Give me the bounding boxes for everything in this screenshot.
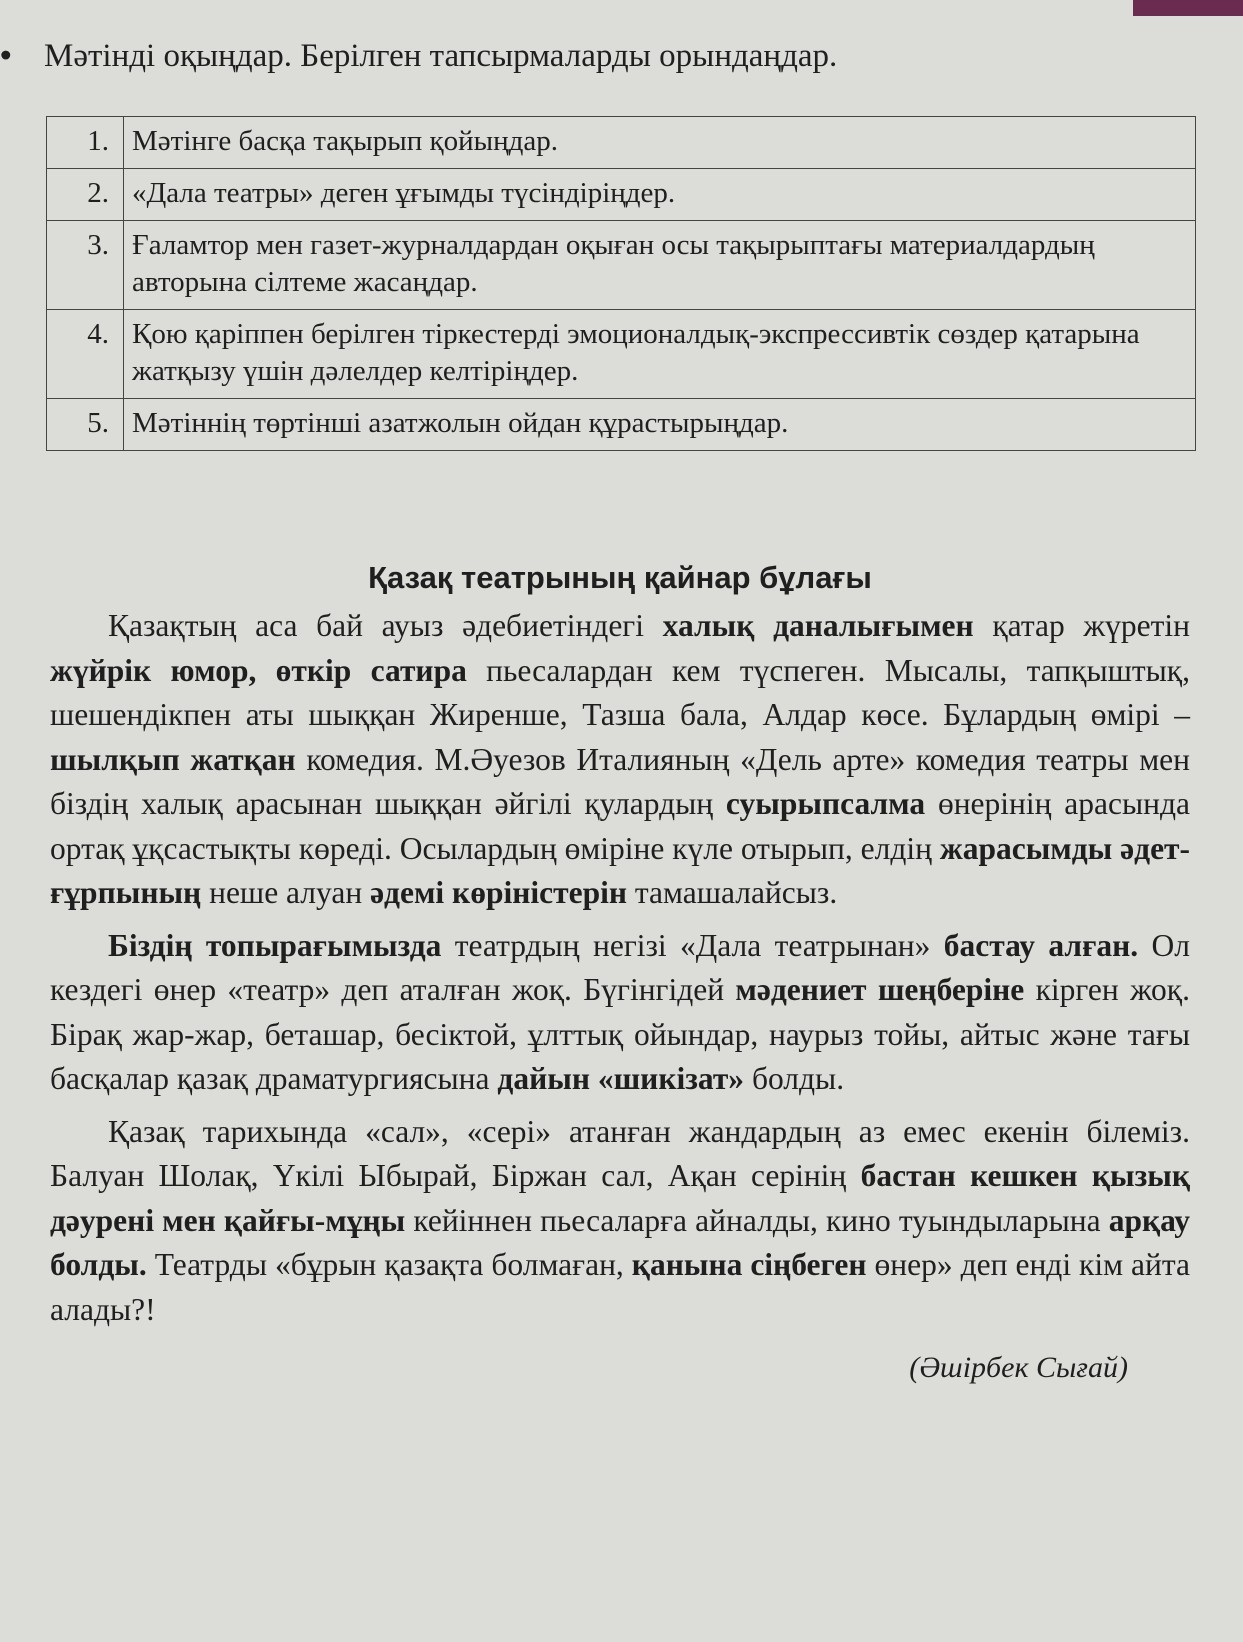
text-run: пьесалардан кем түспеген. Мысалы, тапқыштық, шешендікпен аты шыққан Жиренше, Тазша бала, Алдар көсе. Бұлардың өмірі – bbox=[50, 652, 1190, 732]
bold-phrase: мәдениет шеңберіне bbox=[735, 972, 1025, 1007]
task-number: 3. bbox=[47, 221, 124, 310]
instruction bbox=[0, 36, 1200, 76]
task-number: 2. bbox=[47, 169, 124, 221]
text-run: неше алуан bbox=[201, 875, 371, 910]
task-text: Қою қаріппен берілген тіркестерді эмоционалдық-экспрессивтік сөздер қатарына жатқызу үшін дәлелдер келтіріңдер. bbox=[124, 310, 1196, 399]
article-paragraph bbox=[50, 604, 1190, 916]
bold-phrase: халық даналығымен bbox=[662, 608, 974, 643]
text-run: болды. bbox=[744, 1061, 845, 1096]
text-run: өнерінің арасында ортақ ұқсастықты көреді. Осылардың өміріне күле отырып, елдің bbox=[50, 786, 1190, 866]
table-row bbox=[47, 117, 1196, 169]
text-run: Ол кездегі өнер «театр» деп аталған жоқ. Бүгінгідей bbox=[50, 927, 1191, 1007]
article-title: Қазақ театрының қайнар бұлағы bbox=[368, 560, 872, 595]
text-run: Қазақ тарихында «сал», «сері» атанған жандардың аз емес екенін білеміз. Балуан Шолақ, Үкілі Ыбырай, Біржан сал, Ақан серінің bbox=[50, 1113, 1190, 1193]
page-corner-bar bbox=[1133, 0, 1243, 16]
text-run: өнер» деп енді кім айта алады?! bbox=[50, 1247, 1191, 1327]
text-run: театрдың негізі «Дала театрынан» bbox=[441, 927, 944, 963]
article-paragraph bbox=[50, 1110, 1190, 1333]
bold-phrase: арқау болды. bbox=[50, 1202, 1191, 1282]
bold-phrase: бастан кешкен қызық дәурені мен қайғы-мұңы bbox=[50, 1158, 1190, 1238]
bold-phrase: суырыпсалма bbox=[725, 786, 926, 821]
table-row bbox=[47, 169, 1196, 221]
text-run: кейіннен пьесаларға айналды, кино туындыларына bbox=[405, 1202, 1109, 1238]
article-author: (Әшірбек Сығай) bbox=[909, 1351, 1128, 1384]
bold-phrase: бастау алған. bbox=[943, 927, 1139, 963]
task-number: 5. bbox=[47, 399, 124, 451]
bold-phrase: жарасымды әдет-ғұрпының bbox=[50, 830, 1191, 910]
instruction-text: Мәтінді оқыңдар. Берілген тапсырмаларды орындаңдар. bbox=[44, 38, 838, 74]
bold-phrase: дайын «шикізат» bbox=[497, 1061, 745, 1096]
text-run: Театрды «бұрын қазақта болмаған, bbox=[146, 1247, 632, 1282]
task-text: Мәтінге басқа тақырып қойыңдар. bbox=[124, 117, 1196, 169]
tasks-table bbox=[46, 116, 1196, 451]
bold-phrase: шылқып жатқан bbox=[50, 741, 296, 777]
instruction-bullet: • bbox=[0, 38, 12, 74]
text-run: тамашалайсыз. bbox=[627, 875, 838, 910]
table-row bbox=[47, 310, 1196, 399]
article bbox=[50, 558, 1190, 1388]
text-run: Қазақтың аса бай ауыз әдебиетіндегі bbox=[108, 608, 663, 643]
task-number: 1. bbox=[47, 117, 124, 169]
task-text: Мәтіннің төртінші азатжолын ойдан құрастырыңдар. bbox=[124, 399, 1196, 451]
table-row bbox=[47, 221, 1196, 310]
task-number: 4. bbox=[47, 310, 124, 399]
task-text: Ғаламтор мен газет-журналдардан оқыған осы тақырыптағы материалдардың авторына сілтеме жасаңдар. bbox=[124, 221, 1196, 310]
text-run: қатар жүретін bbox=[973, 608, 1190, 643]
task-text: «Дала театры» деген ұғымды түсіндіріңдер. bbox=[124, 169, 1196, 221]
bold-phrase: Біздің топырағымызда bbox=[108, 927, 442, 963]
article-paragraph bbox=[50, 924, 1190, 1102]
text-run: кірген жоқ. Бірақ жар-жар, беташар, бесіктой, ұлттық ойындар, наурыз тойы, айтыс және тағы басқалар қазақ драматургиясына bbox=[50, 972, 1190, 1096]
table-row bbox=[47, 399, 1196, 451]
text-run: комедия. М.Әуезов Италияның «Дель арте» комедия театры мен біздің халық арасынан шыққан әйгілі қулардың bbox=[50, 741, 1190, 821]
bold-phrase: жүйрік юмор, өткір сатира bbox=[50, 652, 467, 688]
bold-phrase: қанына сіңбеген bbox=[631, 1247, 867, 1282]
bold-phrase: әдемі көріністерін bbox=[370, 875, 627, 910]
